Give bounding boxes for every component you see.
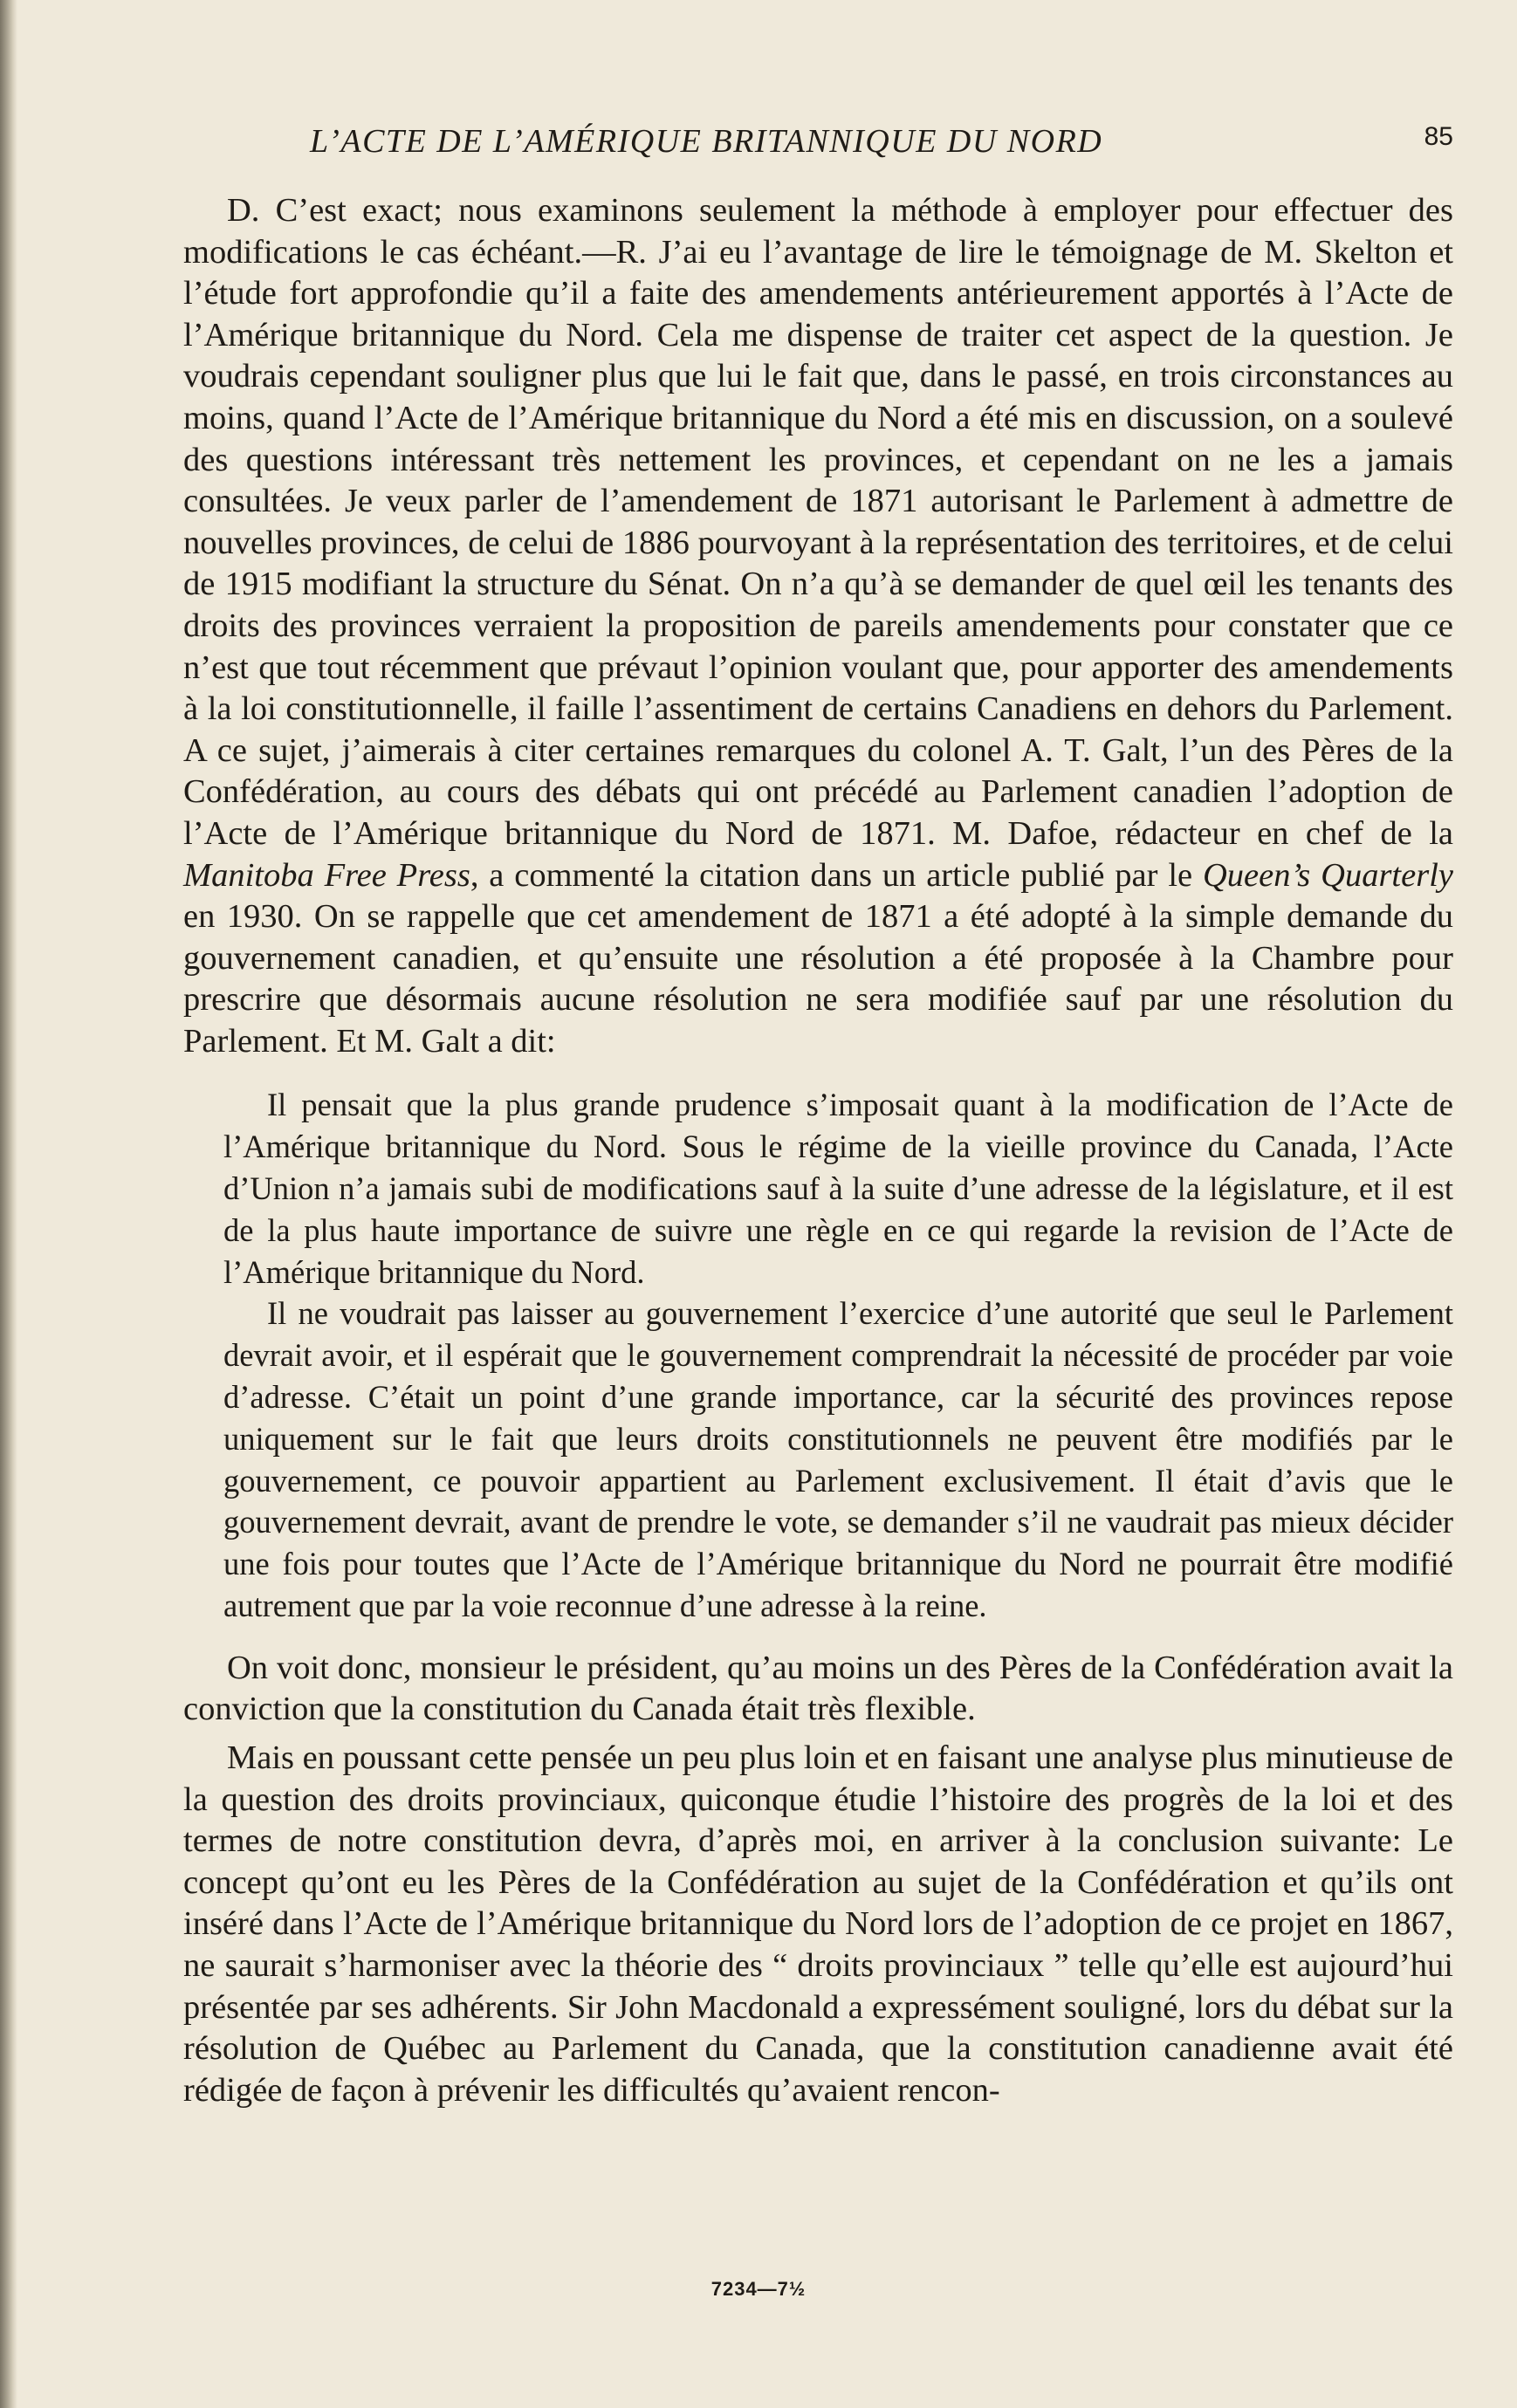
printer-signature-mark: 7234—7½ [710,2278,807,2300]
page-header [183,122,1453,166]
paragraph [183,1738,1453,2111]
paragraph-dialogue [183,190,1453,1062]
publication-title-queens-quarterly: Queen’s Quarterly [1202,856,1453,894]
page-number: 85 [1424,122,1453,151]
paragraph-text: On voit donc, monsieur le président, qu’au moins un des Pères de la Confédération avait la conviction que la constitution du Canada était très flexible. [183,1649,1453,1728]
paragraph-text-end: en 1930. On se rappelle que cet amendement de 1871 a été adopté à la simple demande du gouvernement canadien, et qu’ensuite une résolution a été proposée à la Chambre pour prescrire que désormais aucune résolution ne sera modifiée sauf par une résolution du Parlement. Et M. Galt a dit: [183,898,1453,1060]
quotation-text: Il ne voudrait pas laisser au gouvernement l’exercice d’une autorité que seul le Parlement devrait avoir, et il espérait que le gouvernement comprendrait la nécessité de procéder par voie d’adresse. C’était un point d’une grande importance, car la sécurité des provinces repose uniquement sur le fait que leurs droits constitutionnels ne peuvent être modifiés par le gouvernement, ce pouvoir appartient au Parlement exclusivement. Il était d’avis que le gouvernement devrait, avant de prendre le vote, se demander s’il ne vaudrait pas mieux décider une fois pour toutes que l’Acte de l’Amérique britannique du Nord ne pourrait être modifié autrement que par la voie reconnue d’une adresse à la reine. [223,1295,1453,1624]
publication-title-manitoba-free-press: Manitoba Free Press [183,856,470,894]
page-body [183,190,1453,2111]
paragraph-text: Mais en poussant cette pensée un peu plus loin et en faisant une analyse plus minutieuse de la question des droits provinciaux, quiconque étudie l’histoire des progrès de la loi et des termes de notre constitution devra, d’après moi, en arriver à la conclusion suivante: Le concept qu’ont eu les Pères de la Confédération au sujet de la Confédération et qu’ils ont inséré dans l’Acte de l’Amérique britannique du Nord lors de l’adoption de ce projet en 1867, ne saurait s’harmoniser avec la théorie des “ droits provinciaux ” telle qu’elle est aujourd’hui présentée par ses adhérents. Sir John Macdonald a expressément souligné, lors du débat sur la résolution de Québec au Parlement du Canada, que la constitution canadienne avait été rédigée de façon à prévenir les difficultés qu’avaient rencon- [183,1739,1453,2109]
quotation-paragraph [223,1293,1453,1626]
paragraph [183,1648,1453,1731]
quotation-paragraph [223,1084,1453,1293]
block-quotation [183,1084,1453,1626]
running-head: L’ACTE DE L’AMÉRIQUE BRITANNIQUE DU NORD [310,123,1103,160]
paragraph-text: D. C’est exact; nous examinons seulement la méthode à employer pour effectuer des modifications le cas échéant.—R. J’ai eu l’avantage de lire le témoignage de M. Skelton et l’étude fort approfondie qu’il a faite des amendements antérieurement apportés à l’Acte de l’Amérique britannique du Nord. Cela me dispense de traiter cet aspect de la question. Je voudrais cependant souligner plus que lui le fait que, dans le passé, en trois circonstances au moins, quand l’Acte de l’Amérique britannique du Nord a été mis en discussion, on a soulevé des questions intéressant très nettement les provinces, et cependant on ne les a jamais consultées. Je veux parler de l’amendement de 1871 autorisant le Parlement à admettre de nouvelles provinces, de celui de 1886 pourvoyant à la représentation des territoires, et de celui de 1915 modifiant la structure du Sénat. On n’a qu’à se demander de quel œil les tenants des droits des provinces verraient la proposition de pareils amendements pour constater que ce n’est que tout récemment que prévaut l’opinion voulant que, pour apporter des amendements à la loi constitutionnelle, il faille l’assentiment de certains Canadiens en dehors du Parlement. A ce sujet, j’aimerais à citer certaines remarques du colonel A. T. Galt, l’un des Pères de la Confédération, au cours des débats qui ont précédé au Parlement canadien l’adoption de l’Acte de l’Amérique britannique du Nord de 1871. M. Dafoe, rédacteur en chef de la [183,192,1453,852]
paragraph-text-continued: , a commenté la citation dans un article publié par le [470,856,1203,894]
page-binding-edge [0,0,17,2408]
quotation-text: Il pensait que la plus grande prudence s’imposait quant à la modification de l’Acte de l’Amérique britannique du Nord. Sous le régime de la vieille province du Canada, l’Acte d’Union n’a jamais subi de modifications sauf à la suite d’une adresse de la législature, et il est de la plus haute importance de suivre une règle en ce qui regarde la revision de l’Acte de l’Amérique britannique du Nord. [223,1087,1453,1290]
